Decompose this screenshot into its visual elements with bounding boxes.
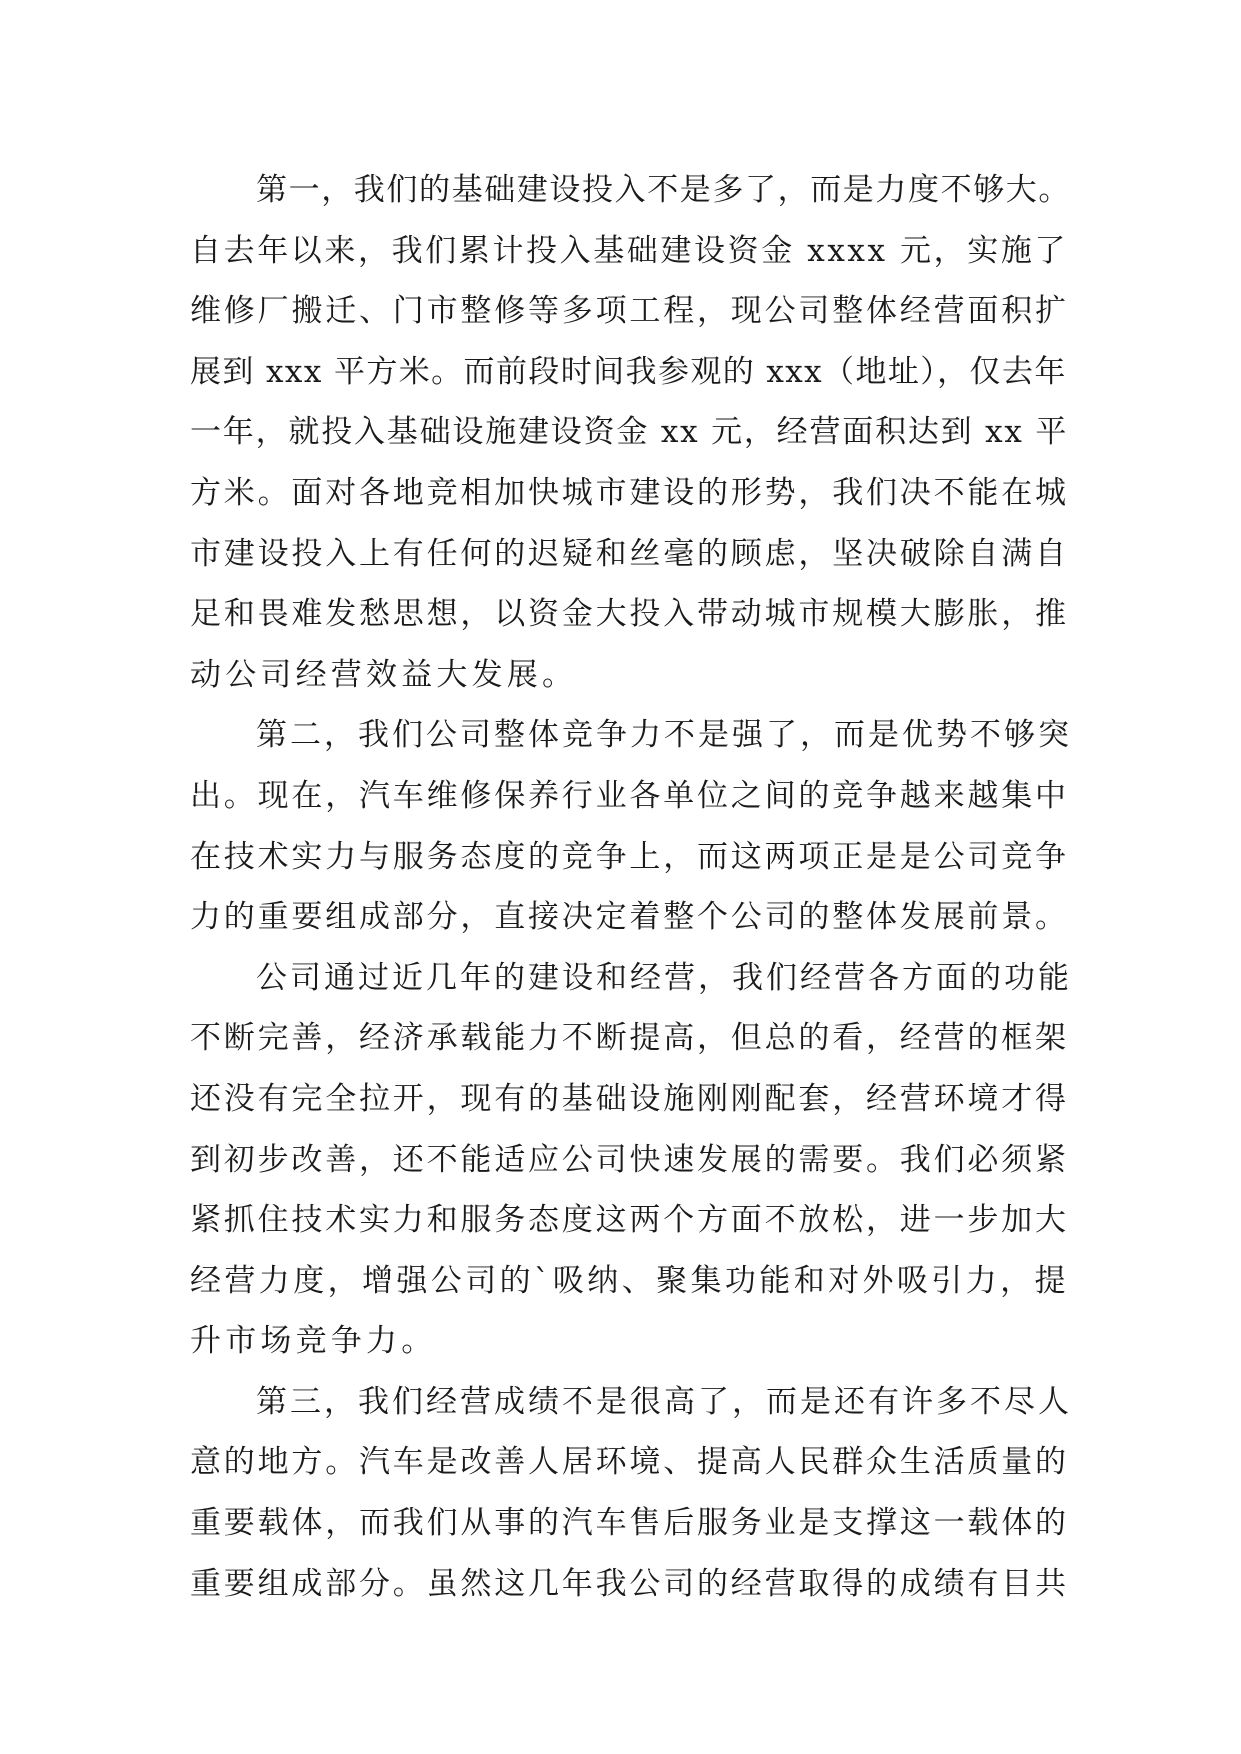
paragraph-2-line-1: 第二，我们公司整体竞争力不是强了，而是优势不够突: [256, 717, 1072, 754]
paragraph-1-line-6: 方米。面对各地竞相加快城市建设的形势，我们决不能在城: [190, 474, 1069, 511]
paragraph-1-line-5: 一年，就投入基础设施建设资金 xx 元，经营面积达到 xx 平: [190, 414, 1069, 451]
paragraph-3-line-3: 还没有完全拉开，现有的基础设施刚刚配套，经营环境才得: [190, 1080, 1069, 1117]
paragraph-3-line-2: 不断完善，经济承载能力不断提高，但总的看，经营的框架: [190, 1020, 1069, 1057]
paragraph-3-line-6: 经营力度，增强公司的`吸纳、聚集功能和对外吸引力，提: [190, 1262, 1069, 1299]
paragraph-1-line-8: 足和畏难发愁思想，以资金大投入带动城市规模大膨胀，推: [190, 596, 1069, 633]
paragraph-3-line-1: 公司通过近几年的建设和经营，我们经营各方面的功能: [256, 959, 1072, 996]
paragraph-1-line-4: 展到 xxx 平方米。而前段时间我参观的 xxx（地址），仅去年: [190, 353, 1067, 390]
paragraph-4-line-2: 意的地方。汽车是改善人居环境、提高人民群众生活质量的: [190, 1444, 1069, 1481]
paragraph-1-line-3: 维修厂搬迁、门市整修等多项工程，现公司整体经营面积扩: [190, 293, 1069, 330]
paragraph-1-line-7: 市建设投入上有任何的迟疑和丝毫的顾虑，坚决破除自满自: [190, 535, 1069, 572]
paragraph-2-line-4: 力的重要组成部分，直接决定着整个公司的整体发展前景。: [190, 899, 1069, 936]
paragraph-1-line-1: 第一，我们的基础建设投入不是多了，而是力度不够大。: [256, 172, 1071, 208]
paragraph-3-line-7: 升市场竞争力。: [190, 1323, 437, 1360]
document-body: [190, 160, 1070, 1614]
paragraph-1-line-2: 自去年以来，我们累计投入基础建设资金 xxxx 元，实施了: [190, 232, 1069, 269]
paragraph-3-line-4: 到初步改善，还不能适应公司快速发展的需要。我们必须紧: [190, 1141, 1069, 1178]
paragraph-4-line-1: 第三，我们经营成绩不是很高了，而是还有许多不尽人: [256, 1383, 1072, 1420]
paragraph-2-line-2: 出。现在，汽车维修保养行业各单位之间的竞争越来越集中: [190, 777, 1069, 814]
paragraph-1-line-9: 动公司经营效益大发展。: [190, 656, 578, 693]
paragraph-4-line-3: 重要载体，而我们从事的汽车售后服务业是支撑这一载体的: [190, 1505, 1069, 1542]
paragraph-2-line-3: 在技术实力与服务态度的竞争上，而这两项正是是公司竞争: [190, 838, 1069, 875]
paragraph-4-line-4: 重要组成部分。虽然这几年我公司的经营取得的成绩有目共: [190, 1565, 1069, 1602]
paragraph-3-line-5: 紧抓住技术实力和服务态度这两个方面不放松，进一步加大: [190, 1202, 1069, 1239]
